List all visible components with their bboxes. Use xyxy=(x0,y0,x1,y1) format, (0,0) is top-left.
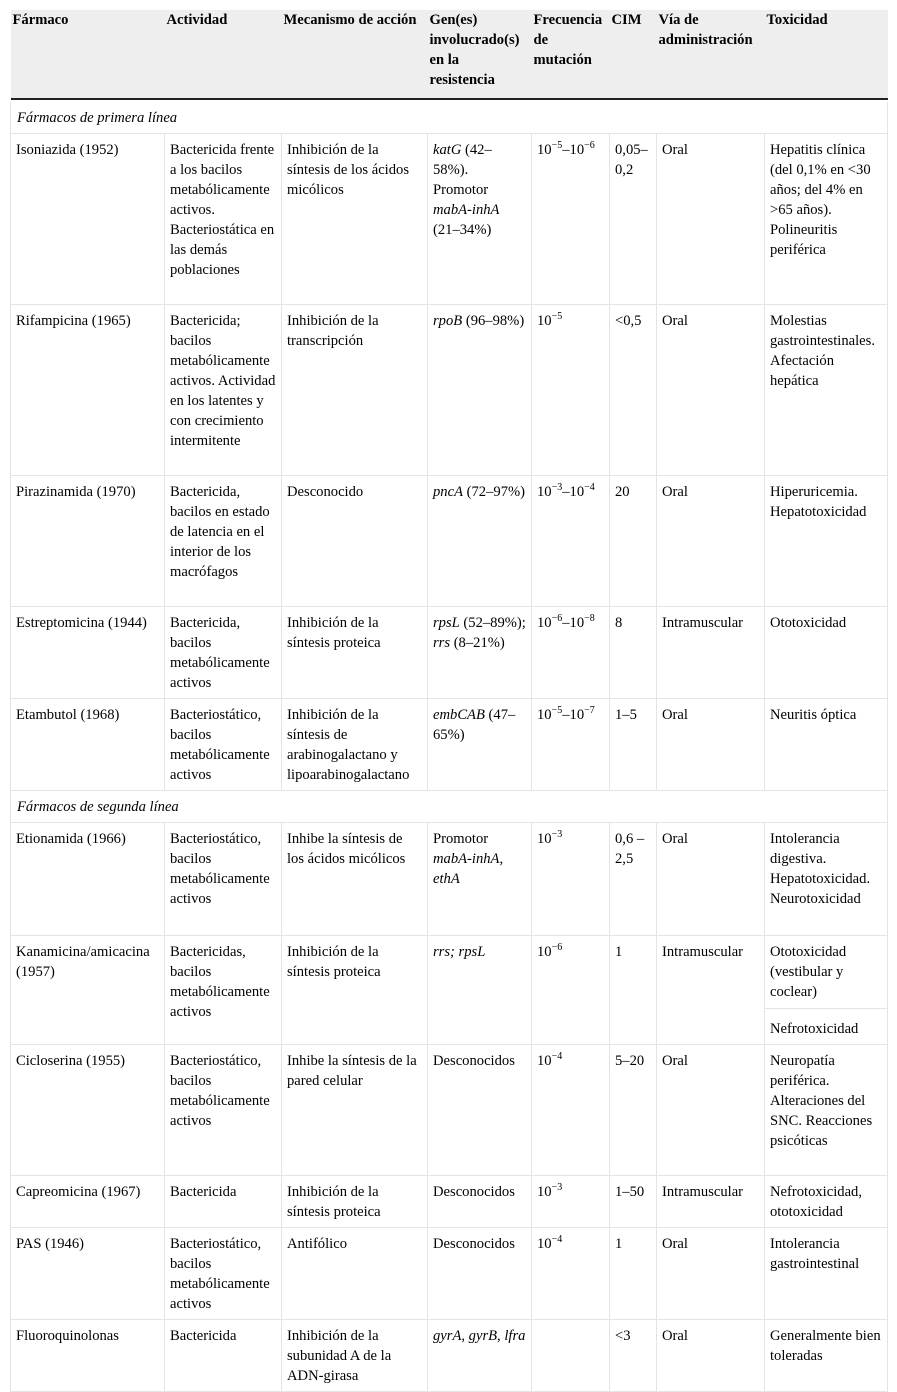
table-row xyxy=(11,607,888,699)
genes-cell-part: (96–98%) xyxy=(462,313,525,329)
genes-cell-part: , xyxy=(461,1328,469,1344)
header-cim: CIM xyxy=(610,10,657,99)
table-row xyxy=(11,476,888,607)
mechanism-cell: Inhibe la síntesis de los ácidos micólicos xyxy=(282,823,428,936)
genes-cell xyxy=(428,1228,532,1320)
mutation-frequency-cell-part: 10 xyxy=(537,484,552,500)
genes-cell-part: rpoB xyxy=(433,313,463,329)
header-route: Vía de administración xyxy=(657,10,765,99)
genes-cell-part: Desconocidos xyxy=(433,1236,515,1252)
mutation-frequency-cell-part: 10 xyxy=(537,1236,552,1252)
cim-cell: 0,6 – 2,5 xyxy=(610,823,657,936)
genes-cell xyxy=(428,823,532,936)
mutation-frequency-cell-part: 10 xyxy=(537,1053,552,1069)
toxicity-cell: Neuropatía periférica. Alteraciones del SNC. Reacciones psicóticas xyxy=(765,1045,888,1176)
route-cell: Oral xyxy=(657,1228,765,1320)
genes-cell xyxy=(428,1320,532,1392)
header-row xyxy=(11,10,888,99)
cim-cell: <0,5 xyxy=(610,305,657,476)
mutation-frequency-cell-part: −6 xyxy=(584,140,595,151)
genes-cell xyxy=(428,1176,532,1228)
genes-cell-part: embCAB xyxy=(433,707,485,723)
mutation-frequency-cell xyxy=(532,607,610,699)
table-row xyxy=(11,936,888,1045)
genes-cell-part: Promotor xyxy=(433,831,489,847)
mutation-frequency-cell-part: 10 xyxy=(537,1184,552,1200)
drug-table-container xyxy=(10,10,887,1392)
mutation-frequency-cell-part: −4 xyxy=(584,482,595,493)
mutation-frequency-cell-part: −6 xyxy=(551,942,563,953)
toxicity-cell: Hepatitis clínica (del 0,1% en <30 años; del 4% en >65 años). Polineuritis periférica xyxy=(765,134,888,305)
drug-name-cell: PAS (1946) xyxy=(11,1228,165,1320)
genes-cell xyxy=(428,936,532,1045)
section-title-second-line: Fármacos de segunda línea xyxy=(11,791,888,823)
mutation-frequency-cell-part: −8 xyxy=(584,613,595,624)
table-row xyxy=(11,1045,888,1176)
cim-cell: <3 xyxy=(610,1320,657,1392)
mechanism-cell: Inhibición de la síntesis proteica xyxy=(282,1176,428,1228)
mutation-frequency-cell-part: –10 xyxy=(562,707,585,723)
mutation-frequency-cell-part: −7 xyxy=(584,705,595,716)
table-row xyxy=(11,823,888,936)
mutation-frequency-cell-part: −6 xyxy=(551,613,563,624)
toxicity-cell: Hiperuricemia. Hepatotoxicidad xyxy=(765,476,888,607)
table-body xyxy=(11,99,888,1392)
mechanism-cell: Inhibición de la síntesis proteica xyxy=(282,936,428,1045)
mutation-frequency-cell-part: –10 xyxy=(562,615,585,631)
genes-cell-part: , xyxy=(497,1328,505,1344)
section-row-first-line xyxy=(11,102,888,134)
drug-name-cell: Etionamida (1966) xyxy=(11,823,165,936)
toxicity-cell: Generalmente bien toleradas xyxy=(765,1320,888,1392)
mutation-frequency-cell xyxy=(532,1045,610,1176)
mutation-frequency-cell-part: −4 xyxy=(551,1051,563,1062)
activity-cell: Bacteriostático, bacilos metabólicamente activos xyxy=(165,1045,282,1176)
mutation-frequency-cell xyxy=(532,936,610,1045)
mutation-frequency-cell xyxy=(532,823,610,936)
mutation-frequency-cell xyxy=(532,476,610,607)
mutation-frequency-cell-part: −5 xyxy=(551,705,563,716)
header-mechanism: Mecanismo de acción xyxy=(282,10,428,99)
cim-cell: 1 xyxy=(610,1228,657,1320)
route-cell: Oral xyxy=(657,699,765,791)
genes-cell-part: gyrB xyxy=(468,1328,498,1344)
toxicity-text: Ototoxicidad (vestibular y coclear) xyxy=(765,942,887,1009)
route-cell: Oral xyxy=(657,1045,765,1176)
toxicity-cell: Intolerancia digestiva. Hepatotoxicidad. Neurotoxicidad xyxy=(765,823,888,936)
genes-cell-part: (42–58%). Promotor xyxy=(433,142,492,198)
activity-cell: Bactericida, bacilos en estado de latencia en el interior de los macrófagos xyxy=(165,476,282,607)
mutation-frequency-cell-part: –10 xyxy=(562,142,585,158)
section-row-second-line xyxy=(11,791,888,823)
mutation-frequency-cell xyxy=(532,134,610,305)
cim-cell: 1–50 xyxy=(610,1176,657,1228)
mechanism-cell: Antifólico xyxy=(282,1228,428,1320)
genes-cell-part: (21–34%) xyxy=(433,222,492,238)
genes-cell-part: mabA-inhA, ethA xyxy=(433,851,504,887)
header-mutation-frequency: Frecuencia de mutación xyxy=(532,10,610,99)
genes-cell xyxy=(428,1045,532,1176)
mutation-frequency-cell-part: 10 xyxy=(537,831,552,847)
activity-cell: Bactericida xyxy=(165,1320,282,1392)
mutation-frequency-cell-part: –10 xyxy=(562,484,585,500)
genes-cell-part: lfra xyxy=(504,1328,526,1344)
route-cell: Oral xyxy=(657,476,765,607)
cim-cell: 1 xyxy=(610,936,657,1045)
cim-cell: 20 xyxy=(610,476,657,607)
mechanism-cell: Desconocido xyxy=(282,476,428,607)
header-drug: Fármaco xyxy=(11,10,165,99)
table-row xyxy=(11,699,888,791)
mechanism-cell: Inhibición de la síntesis de los ácidos micólicos xyxy=(282,134,428,305)
mutation-frequency-cell-part: 10 xyxy=(537,944,552,960)
activity-cell: Bacteriostático, bacilos metabólicamente activos xyxy=(165,699,282,791)
mechanism-cell: Inhibe la síntesis de la pared celular xyxy=(282,1045,428,1176)
genes-cell xyxy=(428,699,532,791)
drug-name-cell: Cicloserina (1955) xyxy=(11,1045,165,1176)
mechanism-cell: Inhibición de la transcripción xyxy=(282,305,428,476)
toxicity-cell xyxy=(765,936,888,1045)
tuberculosis-drugs-table xyxy=(10,10,888,1392)
mutation-frequency-cell-part: 10 xyxy=(537,707,552,723)
mechanism-cell: Inhibición de la síntesis de arabinogalactano y lipoarabinogalactano xyxy=(282,699,428,791)
genes-cell-part: rrs xyxy=(433,635,451,651)
genes-cell-part: katG xyxy=(433,142,462,158)
genes-cell-part: rpsL xyxy=(433,615,460,631)
toxicity-cell: Intolerancia gastrointestinal xyxy=(765,1228,888,1320)
mutation-frequency-cell xyxy=(532,1228,610,1320)
route-cell: Intramuscular xyxy=(657,607,765,699)
activity-cell: Bacteriostático, bacilos metabólicamente activos xyxy=(165,823,282,936)
activity-cell: Bactericidas, bacilos metabólicamente activos xyxy=(165,936,282,1045)
cim-cell: 8 xyxy=(610,607,657,699)
drug-name-cell: Estreptomicina (1944) xyxy=(11,607,165,699)
drug-name-cell: Kanamicina/amicacina (1957) xyxy=(11,936,165,1045)
route-cell: Oral xyxy=(657,305,765,476)
cim-cell: 1–5 xyxy=(610,699,657,791)
table-row xyxy=(11,1228,888,1320)
table-row xyxy=(11,305,888,476)
toxicity-cell: Molestias gastrointestinales. Afectación hepática xyxy=(765,305,888,476)
table-row xyxy=(11,1320,888,1392)
cim-cell: 0,05–0,2 xyxy=(610,134,657,305)
genes-cell-part: (47–65%) xyxy=(433,707,516,743)
mechanism-cell: Inhibición de la subunidad A de la ADN-girasa xyxy=(282,1320,428,1392)
drug-name-cell: Pirazinamida (1970) xyxy=(11,476,165,607)
genes-cell-part: Desconocidos xyxy=(433,1053,515,1069)
genes-cell-part: mabA-inhA xyxy=(433,202,500,218)
header-genes: Gen(es) involucrado(s) en la resistencia xyxy=(428,10,532,99)
drug-name-cell: Capreomicina (1967) xyxy=(11,1176,165,1228)
table-row xyxy=(11,134,888,305)
mutation-frequency-cell-part: −5 xyxy=(551,140,563,151)
genes-cell xyxy=(428,134,532,305)
activity-cell: Bactericida, bacilos metabólicamente activos xyxy=(165,607,282,699)
genes-cell-part: gyrA xyxy=(433,1328,462,1344)
table-row xyxy=(11,1176,888,1228)
mutation-frequency-cell-part: −4 xyxy=(551,1234,563,1245)
mutation-frequency-cell xyxy=(532,1320,610,1392)
drug-name-cell: Fluoroquinolonas xyxy=(11,1320,165,1392)
genes-cell-part: Desconocidos xyxy=(433,1184,515,1200)
header-toxicity: Toxicidad xyxy=(765,10,888,99)
mutation-frequency-cell xyxy=(532,699,610,791)
genes-cell-part: (8–21%) xyxy=(450,635,505,651)
toxicity-cell: Neuritis óptica xyxy=(765,699,888,791)
route-cell: Oral xyxy=(657,823,765,936)
mutation-frequency-cell-part: −3 xyxy=(551,1182,563,1193)
section-title-first-line: Fármacos de primera línea xyxy=(11,102,888,134)
mutation-frequency-cell-part: 10 xyxy=(537,615,552,631)
activity-cell: Bacteriostático, bacilos metabólicamente activos xyxy=(165,1228,282,1320)
toxicity-cell: Nefrotoxicidad, ototoxicidad xyxy=(765,1176,888,1228)
genes-cell-part: pncA xyxy=(433,484,463,500)
mutation-frequency-cell-part: −3 xyxy=(551,829,563,840)
mutation-frequency-cell xyxy=(532,1176,610,1228)
mutation-frequency-cell-part: −5 xyxy=(551,311,563,322)
route-cell: Oral xyxy=(657,134,765,305)
activity-cell: Bactericida frente a los bacilos metabólicamente activos. Bacteriostática en las demás poblaciones xyxy=(165,134,282,305)
mutation-frequency-cell-part: 10 xyxy=(537,313,552,329)
mutation-frequency-cell xyxy=(532,305,610,476)
genes-cell xyxy=(428,305,532,476)
drug-name-cell: Etambutol (1968) xyxy=(11,699,165,791)
activity-cell: Bactericida; bacilos metabólicamente activos. Actividad en los latentes y con crecimiento intermitente xyxy=(165,305,282,476)
activity-cell: Bactericida xyxy=(165,1176,282,1228)
header-activity: Actividad xyxy=(165,10,282,99)
mutation-frequency-cell-part: −3 xyxy=(551,482,563,493)
toxicity-text-secondary: Nefrotoxicidad xyxy=(770,1021,859,1037)
mechanism-cell: Inhibición de la síntesis proteica xyxy=(282,607,428,699)
genes-cell xyxy=(428,607,532,699)
genes-cell-part: rrs; rpsL xyxy=(433,944,486,960)
genes-cell-part: (52–89%); xyxy=(459,615,526,631)
genes-cell xyxy=(428,476,532,607)
mutation-frequency-cell-part: 10 xyxy=(537,142,552,158)
cim-cell: 5–20 xyxy=(610,1045,657,1176)
genes-cell-part: (72–97%) xyxy=(463,484,526,500)
toxicity-cell: Ototoxicidad xyxy=(765,607,888,699)
route-cell: Intramuscular xyxy=(657,936,765,1045)
route-cell: Oral xyxy=(657,1320,765,1392)
drug-name-cell: Rifampicina (1965) xyxy=(11,305,165,476)
drug-name-cell: Isoniazida (1952) xyxy=(11,134,165,305)
route-cell: Intramuscular xyxy=(657,1176,765,1228)
